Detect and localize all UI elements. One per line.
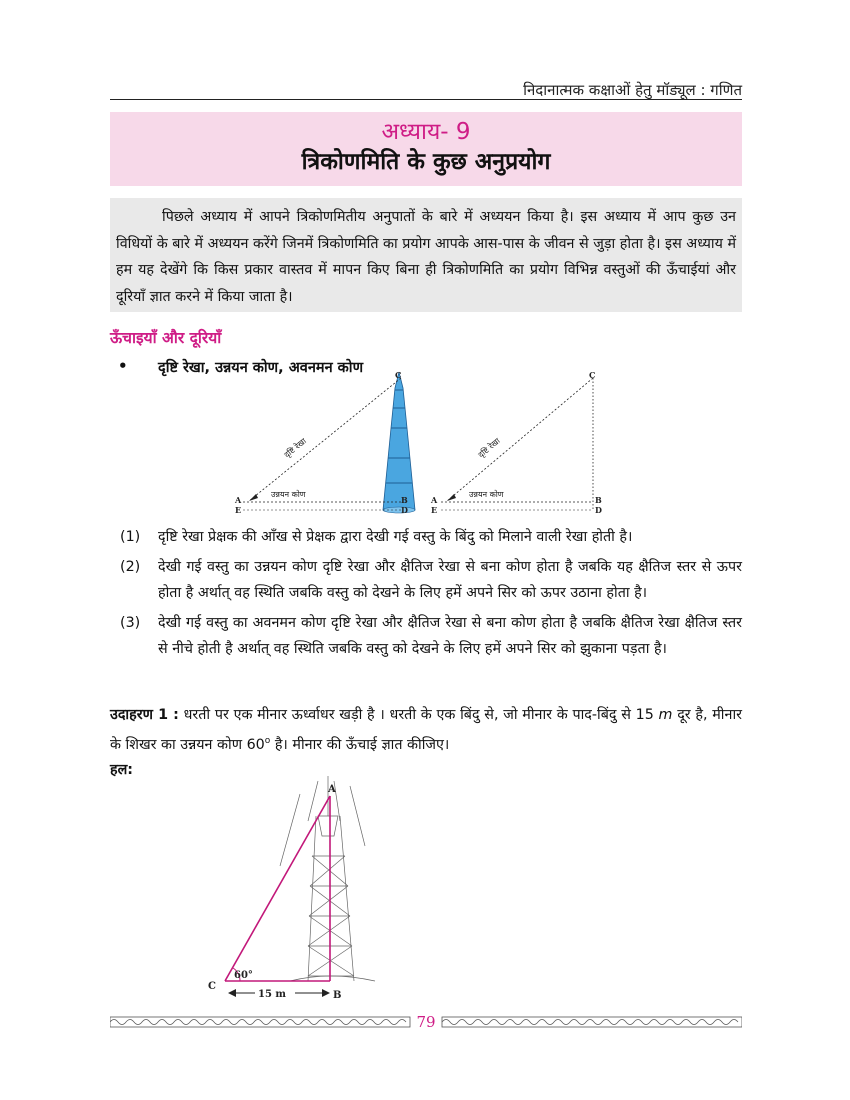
distance-label: 15 m [258,989,286,1000]
chapter-title: त्रिकोणमिति के कुछ अनुप्रयोग [301,149,551,175]
list-item-text: देखी गई वस्तु का उन्नयन कोण दृष्टि रेखा और क्षैतिज रेखा से बना कोण होता है जबकि यह क्षैतिज स्तर से ऊपर होता है अर्थात् वह स्थिति जबकि वस्तु को देखने के लिए हमें अपने सिर को ऊपर उठाना होता है। [158,559,742,601]
point-d-label: D [401,505,408,515]
example-degree: o [264,736,271,746]
chapter-title-box [110,112,742,186]
list-item [110,610,742,662]
section-heading: ऊँचाइयाँ और दूरियाँ [110,329,222,347]
tower-illustration [280,776,375,981]
example-label: उदाहरण 1 : [110,707,179,723]
tower-figure [200,776,400,1006]
line-of-sight-2 [447,378,593,501]
point-d2-label: D [595,505,602,515]
example-1 [110,702,742,758]
point-e2-label: E [431,505,438,515]
list-item-number: (1) [120,529,141,545]
example-unit: m [658,707,673,723]
line-of-sight-figure [225,368,615,518]
intro-paragraph: पिछले अध्याय में आपने त्रिकोणमितीय अनुपातों के बारे में अध्ययन किया है। इस अध्याय में आप कुछ उन विधियों के बारे में अध्ययन करेंगे जिनमें त्रिकोणमिति का प्रयोग आपके आस-पास के जीवन से जुड़ा होता है। इस अध्याय में हम यह देखेंगे कि किस प्रकार वास्तव में मापन किए बिना ही त्रिकोणमिति का प्रयोग विभिन्न वस्तुओं की ऊँचाईयां और दूरियाँ ज्ञात करने में किया जाता है। [116,209,736,305]
page-number: 79 [416,1013,436,1031]
hypotenuse-line [225,796,330,981]
point-a2-label: A [431,495,438,505]
point-a-label: A [235,495,242,505]
page-footer [110,1012,742,1032]
running-header: निदानात्मक कक्षाओं हेतु मॉड्यूल : गणित [523,81,742,99]
solution-label: हल: [110,762,134,778]
example-text-b: दूर है, मीनार के शिखर का उन्नयन कोण 60 [110,707,742,753]
figure1b-angle-label: उन्नयन कोण [469,490,504,499]
example-text-a: धरती पर एक मीनार ऊर्ध्वाधर खड़ी है । धरती के एक बिंदु से, जो मीनार के पाद-बिंदु से 15 [183,707,654,723]
point-e-label: E [235,505,242,515]
list-item-number: (3) [120,615,141,631]
point-b2-label: B [595,495,602,505]
intro-box [110,198,742,312]
point-a-tower-label: A [328,784,336,795]
point-c-label: C [395,370,402,380]
figure1b-line-of-sight-label: दृष्टि रेखा [476,436,502,460]
figure1-line-of-sight-label: दृष्टि रेखा [282,436,309,460]
angle-value-label: 60° [234,970,253,981]
definitions-list [110,524,742,666]
minar-illustration [383,372,415,513]
point-c-tower-label: C [208,981,216,992]
list-item-number: (2) [120,559,141,575]
point-c2-label: C [589,370,596,380]
chapter-number: अध्याय- 9 [381,119,471,145]
point-b-tower-label: B [333,990,342,1001]
example-text-c: है। मीनार की ऊँचाई ज्ञात कीजिए। [274,736,450,753]
list-item [110,524,742,550]
bullet-mark: • [118,357,128,375]
list-item [110,554,742,606]
line-of-sight-1 [249,378,401,501]
header-rule [110,99,742,100]
bullet-text: दृष्टि रेखा, उन्नयन कोण, अवनमन कोण [158,360,364,376]
figure1-angle-label: उन्नयन कोण [271,490,306,499]
list-item-text: दृष्टि रेखा प्रेक्षक की आँख से प्रेक्षक द्वारा देखी गई वस्तु के बिंदु को मिलाने वाली रेखा होती है। [158,529,633,545]
point-b-label: B [401,495,408,505]
list-item-text: देखी गई वस्तु का अवनमन कोण दृष्टि रेखा और क्षैतिज रेखा से बना कोण होता है जबकि क्षैतिज रेखा क्षैतिज स्तर से नीचे होती है अर्थात् वह स्थिति जबकि वस्तु को देखने के लिए हमें अपने सिर को झुकाना पड़ता है। [158,615,742,657]
